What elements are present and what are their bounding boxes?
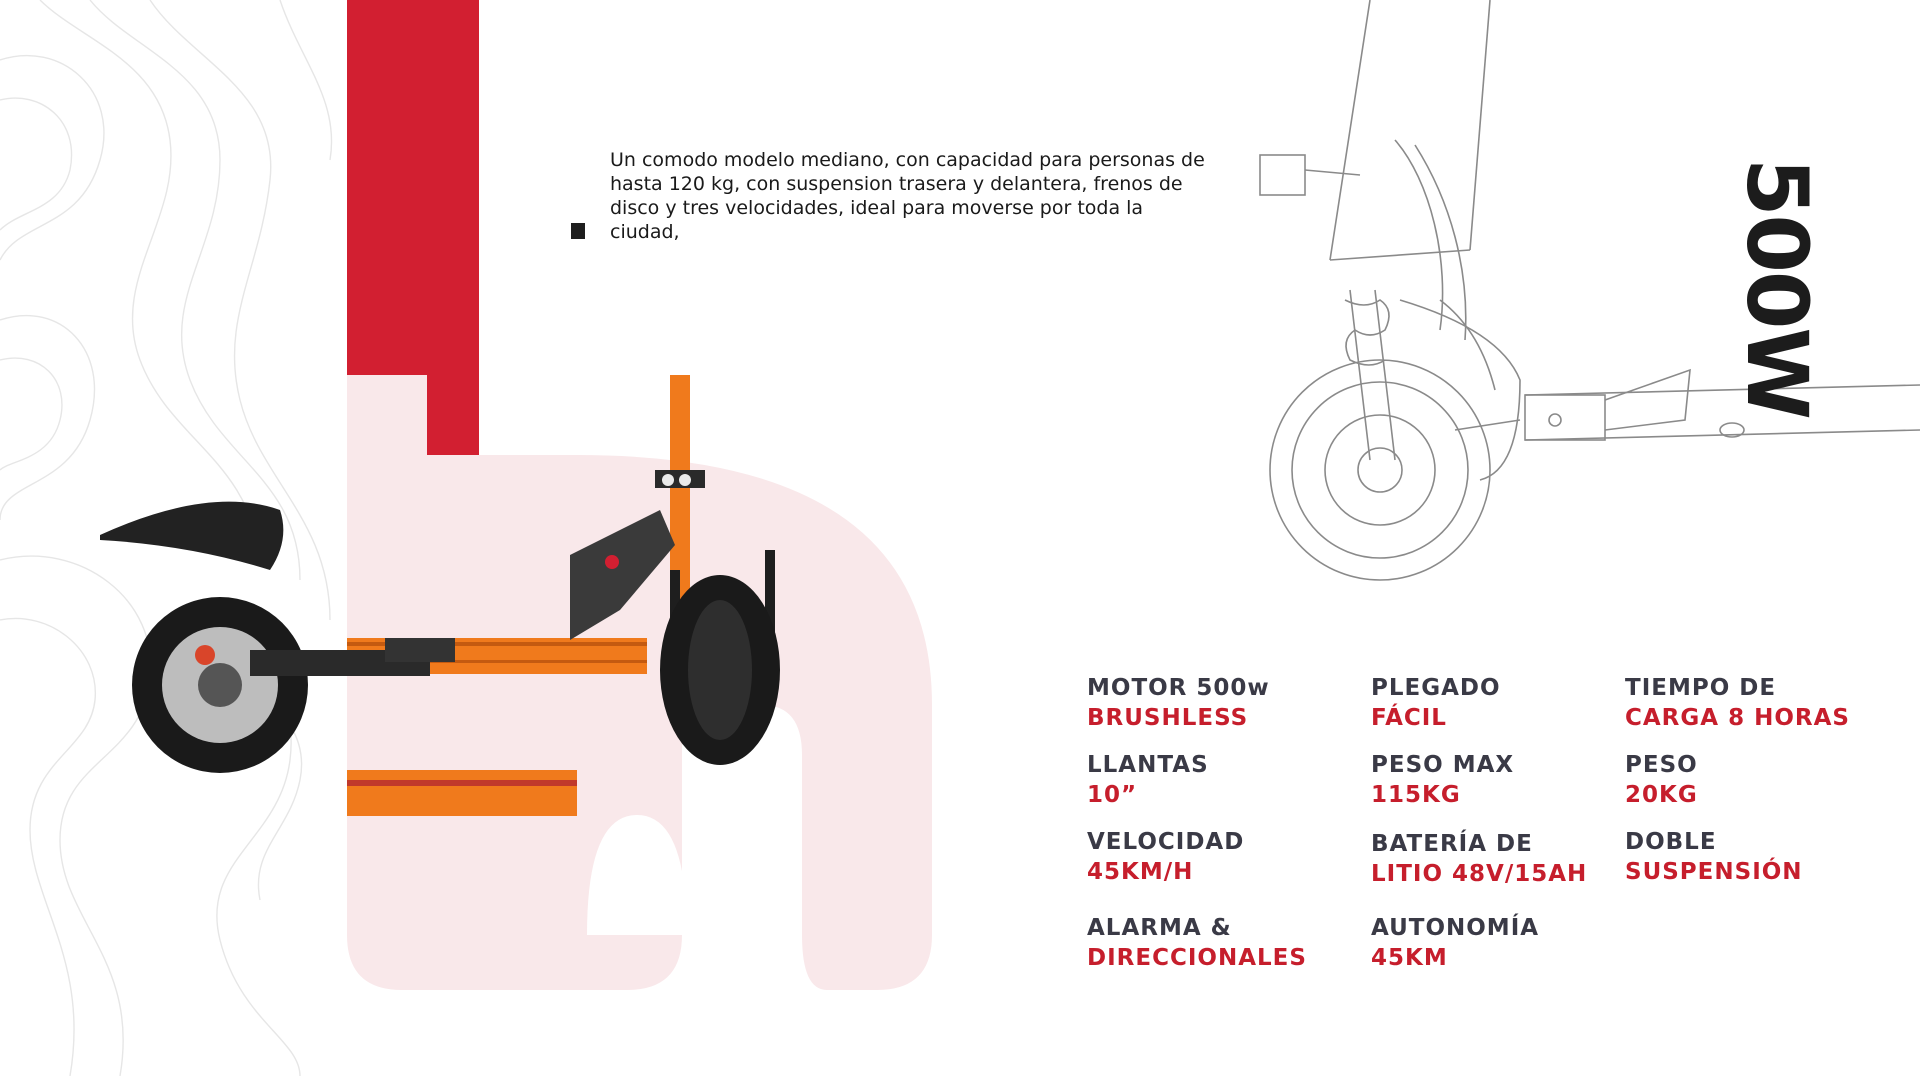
spec-motor: MOTOR 500w BRUSHLESS (1087, 675, 1270, 731)
spec-suspension: DOBLE SUSPENSIÓN (1625, 829, 1803, 885)
wattage-label: 500W (1728, 158, 1826, 418)
spec-folding: PLEGADO FÁCIL (1371, 675, 1501, 731)
spec-tires: LLANTAS 10” (1087, 752, 1209, 808)
product-description: Un comodo modelo mediano, con capacidad para personas de hasta 120 kg, con suspension trasera y delantera, frenos de disco y tres velocidades, ideal para moverse por toda la ciudad, (610, 149, 1205, 243)
spec-weight: PESO 20KG (1625, 752, 1698, 808)
spec-speed: VELOCIDAD 45KM/H (1087, 829, 1245, 885)
bullet-marker (571, 223, 585, 239)
spec-battery: BATERÍA DE LITIO 48V/15AH (1371, 831, 1588, 887)
spec-alarm: ALARMA & DIRECCIONALES (1087, 915, 1307, 971)
spec-charge-time: TIEMPO DE CARGA 8 HORAS (1625, 675, 1850, 731)
spec-max-weight: PESO MAX 115KG (1371, 752, 1515, 808)
scooter-photo (100, 370, 820, 950)
spec-range: AUTONOMÍA 45KM (1371, 915, 1540, 971)
